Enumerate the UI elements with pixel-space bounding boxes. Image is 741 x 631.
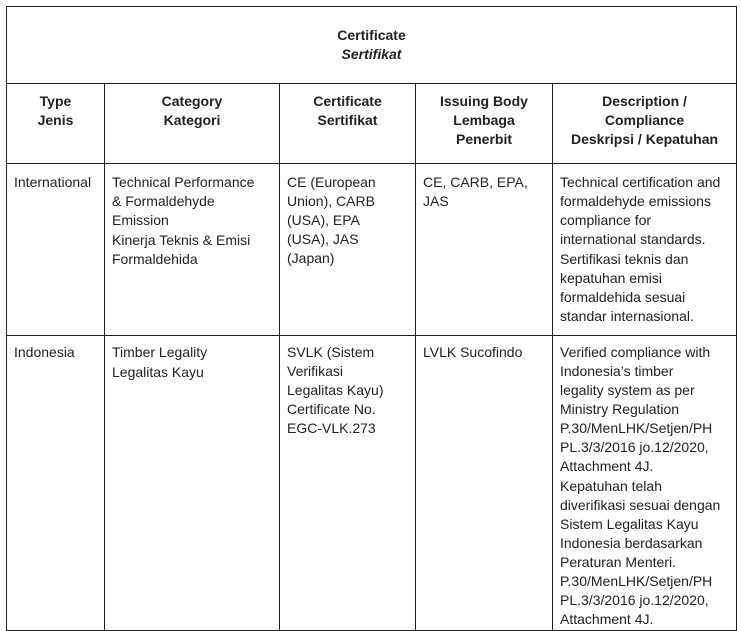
title-id: Sertifikat: [341, 46, 402, 62]
cell-issuer: CE, CARB, EPA, JAS: [416, 164, 553, 336]
category-id: Kinerja Teknis & Emisi Formaldehida: [112, 232, 251, 267]
certificate-table: [6, 6, 737, 631]
title-en: Certificate: [337, 27, 406, 43]
title-row: [7, 7, 737, 84]
table-row: [7, 164, 737, 336]
cell-certificate: CE (European Union), CARB (USA), EPA (USA), JAS (Japan): [280, 164, 416, 336]
header-id: Kategori: [163, 112, 221, 128]
header-en: Description / Compliance: [602, 93, 687, 128]
cell-type: Indonesia: [7, 336, 105, 631]
cell-type: International: [7, 164, 105, 336]
table-title: [7, 7, 737, 84]
header-certificate: [280, 84, 416, 164]
header-en: Certificate: [313, 93, 382, 109]
header-id: Jenis: [37, 112, 74, 128]
category-id: Legalitas Kayu: [112, 364, 204, 380]
description-en: Verified compliance with Indonesia’s timber legality system as per Ministry Regulation P.30/MenLHK/Setjen/PH PL.3/3/2016 jo.12/2020, Attachment 4J.: [560, 344, 713, 474]
header-en: Type: [39, 93, 72, 109]
header-type: [7, 84, 105, 164]
header-row: [7, 84, 737, 164]
description-en: Technical certification and formaldehyde emissions compliance for international standards.: [560, 174, 721, 247]
header-en: Category: [161, 93, 223, 109]
header-id: Sertifikat: [317, 112, 378, 128]
table-row: [7, 336, 737, 631]
header-en: Issuing Body: [440, 93, 528, 109]
category-en: Timber Legality: [112, 344, 208, 360]
header-id: Deskripsi / Kepatuhan: [570, 131, 719, 147]
cell-category: [105, 336, 280, 631]
header-issuing-body: [416, 84, 553, 164]
header-description: [553, 84, 737, 164]
description-id: Sertifikasi teknis dan kepatuhan emisi formaldehida sesuai standar internasional.: [560, 251, 694, 324]
header-id: Lembaga Penerbit: [453, 112, 515, 147]
category-en: Technical Performance & Formaldehyde Emission: [112, 174, 255, 228]
cell-issuer: LVLK Sucofindo: [416, 336, 553, 631]
cell-category: [105, 164, 280, 336]
cell-description: [553, 164, 737, 336]
cell-description: [553, 336, 737, 631]
cell-certificate: SVLK (Sistem Verifikasi Legalitas Kayu) Certificate No. EGC-VLK.273: [280, 336, 416, 631]
description-id: Kepatuhan telah diverifikasi sesuai dengan Sistem Legalitas Kayu Indonesia berdasarkan Peraturan Menteri. P.30/MenLHK/Setjen/PH PL.3/3/2016 jo.12/2020, Attachment 4J.: [560, 478, 721, 627]
header-category: [105, 84, 280, 164]
